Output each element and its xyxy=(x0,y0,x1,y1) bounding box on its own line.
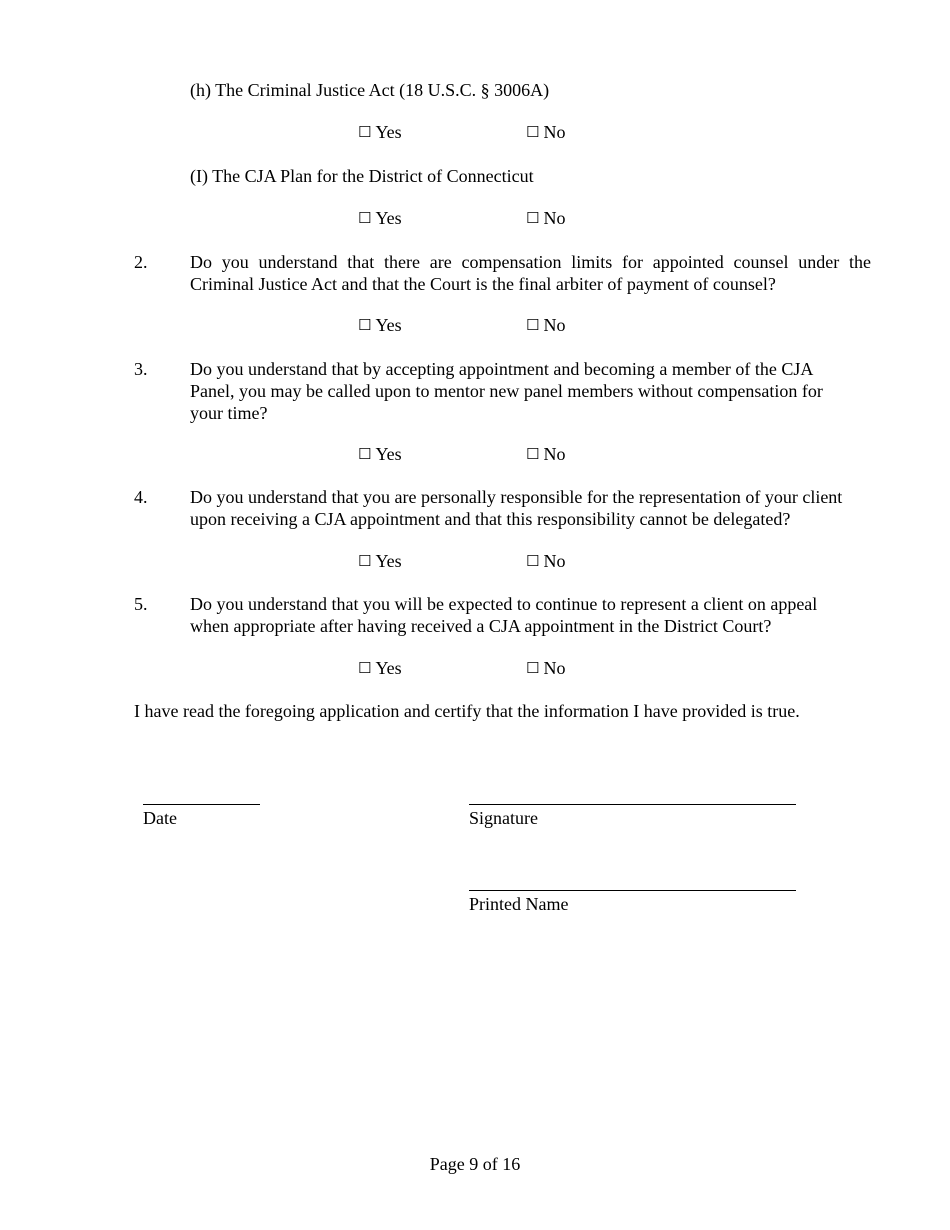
checkbox-icon[interactable]: ☐ xyxy=(526,659,540,677)
item-i-text: (I) The CJA Plan for the District of Connecticut xyxy=(190,166,534,186)
question-3-text: Do you understand that by accepting appointment and becoming a member of the CJA Panel, you may be called upon to mentor new panel members without compensation for your time? xyxy=(190,359,823,423)
question-4-no-option[interactable] xyxy=(526,550,565,573)
signature-label: Signature xyxy=(469,808,538,828)
page-number: Page 9 of 16 xyxy=(429,1154,521,1174)
date-label: Date xyxy=(143,808,177,828)
question-2-no-option[interactable] xyxy=(526,314,565,337)
yes-label: Yes xyxy=(375,122,402,142)
checkbox-icon[interactable]: ☐ xyxy=(358,209,372,227)
printed-name-line[interactable] xyxy=(469,890,796,891)
signature-line[interactable] xyxy=(469,804,796,805)
item-h-no-option[interactable] xyxy=(526,121,565,144)
checkbox-icon[interactable]: ☐ xyxy=(358,316,372,334)
item-i-no-option[interactable] xyxy=(526,207,565,230)
yes-label: Yes xyxy=(375,208,402,228)
item-i-yes-option[interactable] xyxy=(358,207,402,230)
question-2-text: Do you understand that there are compensation limits for appointed counsel under the Criminal Justice Act and that the Court is the final arbiter of payment of counsel? xyxy=(190,252,871,294)
question-3-yes-option[interactable] xyxy=(358,443,402,466)
no-label: No xyxy=(543,208,566,228)
no-label: No xyxy=(543,551,566,571)
checkbox-icon[interactable]: ☐ xyxy=(358,445,372,463)
item-h-text: (h) The Criminal Justice Act (18 U.S.C. § 3006A) xyxy=(190,80,550,100)
question-4-yes-option[interactable] xyxy=(358,550,402,573)
checkbox-icon[interactable]: ☐ xyxy=(526,209,540,227)
question-5-no-option[interactable] xyxy=(526,657,565,680)
certification-statement: I have read the foregoing application and certify that the information I have provided is true. xyxy=(134,701,800,721)
question-3-no-option[interactable] xyxy=(526,443,565,466)
question-2-yes-option[interactable] xyxy=(358,314,402,337)
no-label: No xyxy=(543,122,566,142)
yes-label: Yes xyxy=(375,551,402,571)
printed-name-label: Printed Name xyxy=(469,894,569,914)
item-h-yes-option[interactable] xyxy=(358,121,402,144)
checkbox-icon[interactable]: ☐ xyxy=(358,552,372,570)
question-5-number: 5. xyxy=(134,594,148,614)
checkbox-icon[interactable]: ☐ xyxy=(526,552,540,570)
checkbox-icon[interactable]: ☐ xyxy=(526,445,540,463)
checkbox-icon[interactable]: ☐ xyxy=(358,123,372,141)
checkbox-icon[interactable]: ☐ xyxy=(526,123,540,141)
checkbox-icon[interactable]: ☐ xyxy=(526,316,540,334)
yes-label: Yes xyxy=(375,315,402,335)
question-4-text: Do you understand that you are personally responsible for the representation of your client upon receiving a CJA appointment and that this responsibility cannot be delegated? xyxy=(190,487,843,529)
yes-label: Yes xyxy=(375,658,402,678)
no-label: No xyxy=(543,315,566,335)
no-label: No xyxy=(543,444,566,464)
question-5-text: Do you understand that you will be expected to continue to represent a client on appeal when appropriate after having received a CJA appointment in the District Court? xyxy=(190,594,818,636)
no-label: No xyxy=(543,658,566,678)
question-4-number: 4. xyxy=(134,487,148,507)
yes-label: Yes xyxy=(375,444,402,464)
question-3-number: 3. xyxy=(134,359,148,379)
question-2-number: 2. xyxy=(134,252,148,272)
checkbox-icon[interactable]: ☐ xyxy=(358,659,372,677)
question-5-yes-option[interactable] xyxy=(358,657,402,680)
date-line[interactable] xyxy=(143,804,260,805)
